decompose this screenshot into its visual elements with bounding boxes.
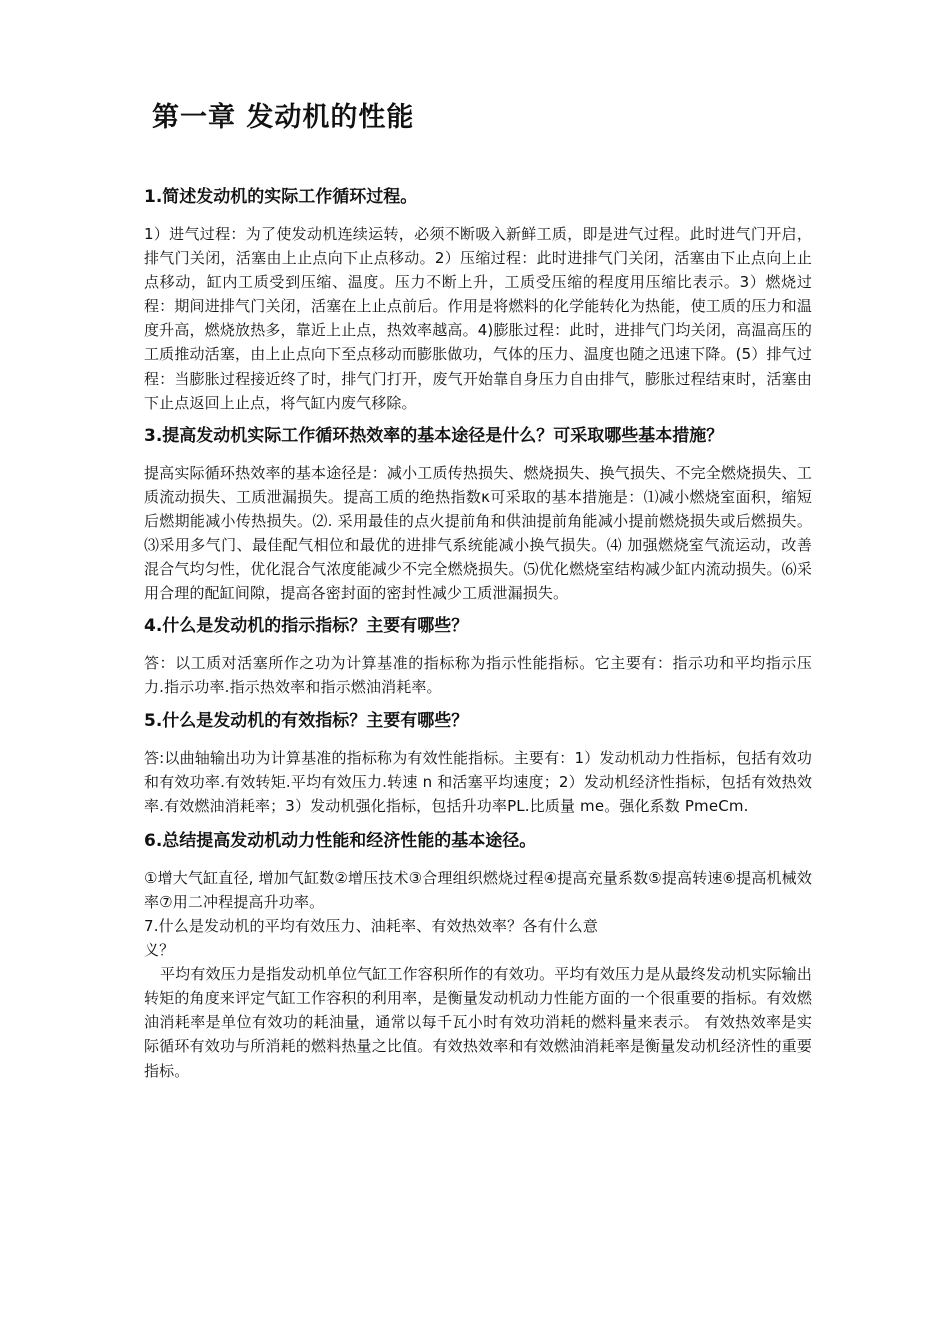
question-7-answer: 平均有效压力是指发动机单位气缸工作容积所作的有效功。平均有效压力是从最终发动机实际输出转矩的角度来评定气缸工作容积的利用率，是衡量发动机动力性能方面的一个很重要的指标。有效燃油消耗率是单位有效功的耗油量，通常以每千瓦小时有效功消耗的燃料量来表示。 有效热效率是实际循环有效功与所消耗的燃料热量之比值。有效热效率和有效燃油消耗率是衡量发动机经济性的重要指标。 <box>144 965 812 1080</box>
question-5-heading: 5.什么是发动机的有效指标？主要有哪些？ <box>144 710 469 731</box>
chapter-title: 第一章 发动机的性能 <box>152 102 415 133</box>
question-3-heading: 3.提高发动机实际工作循环热效率的基本途径是什么？可采取哪些基本措施？ <box>144 425 724 446</box>
question-4-heading: 4.什么是发动机的指示指标？主要有哪些？ <box>144 616 469 637</box>
question-7-line-1: 7.什么是发动机的平均有效压力、油耗率、有效热效率？各有什么意 <box>144 916 598 935</box>
question-5-answer: 答:以曲轴输出功为计算基准的指标称为有效性能指标。主要有：1）发动机动力性指标，包括有效功和有效功率.有效转矩.平均有效压力.转速 n 和活塞平均速度；2）发动机经济性指标，包括有效热效率.有效燃油消耗率；3）发动机强化指标，包括升功率PL.比质量 me。强化系数 PmeCm. <box>144 748 812 815</box>
question-3-answer: 提高实际循环热效率的基本途径是：减小工质传热损失、燃烧损失、换气损失、不完全燃烧损失、工质流动损失、工质泄漏损失。提高工质的绝热指数κ可采取的基本措施是：⑴减小燃烧室面积，缩短后燃期能减小传热损失。⑵. 采用最佳的点火提前角和供油提前角能减小提前燃烧损失或后燃损失。⑶采用多气门、最佳配气相位和最优的进排气系统能减小换气损失。⑷ 加强燃烧室气流运动，改善混合气均匀性，优化混合气浓度能减少不完全燃烧损失。⑸优化燃烧室结构减少缸内流动损失。⑹采用合理的配缸间隙，提高各密封面的密封性减少工质泄漏损失。 <box>144 463 812 603</box>
question-1-heading: 1.简述发动机的实际工作循环过程。 <box>144 187 418 207</box>
question-1-answer: 1）进气过程：为了使发动机连续运转，必须不断吸入新鲜工质，即是进气过程。此时进气门开启，排气门关闭，活塞由上止点向下止点移动。2）压缩过程：此时进排气门关闭，活塞由下止点向上止点移动，缸内工质受到压缩、温度。压力不断上升，工质受压缩的程度用压缩比表示。3）燃烧过程：期间进排气门关闭，活塞在上止点前后。作用是将燃料的化学能转化为热能，使工质的压力和温度升高，燃烧放热多，靠近上止点，热效率越高。4)膨胀过程：此时，进排气门均关闭，高温高压的工质推动活塞，由上止点向下至点移动而膨胀做功，气体的压力、温度也随之迅速下降。(5）排气过程：当膨胀过程接近终了时，排气门打开，废气开始靠自身压力自由排气，膨胀过程结束时，活塞由下止点返回上止点，将气缸内废气移除。 <box>144 225 812 412</box>
question-7-line-2: 义？ <box>144 941 175 960</box>
question-6-heading: 6.总结提高发动机动力性能和经济性能的基本途径。 <box>144 830 537 851</box>
question-4-answer: 答：以工质对活塞所作之功为计算基准的指标称为指示性能指标。它主要有：指示功和平均指示压力.指示功率.指示热效率和指示燃油消耗率。 <box>144 654 812 697</box>
question-6-answer: ①增大气缸直径, 增加气缸数②增压技术③合理组织燃烧过程④提高充量系数⑤提高转速⑥提高机械效率⑦用二冲程提高升功率。 <box>144 868 812 911</box>
document-page <box>144 96 812 1083</box>
